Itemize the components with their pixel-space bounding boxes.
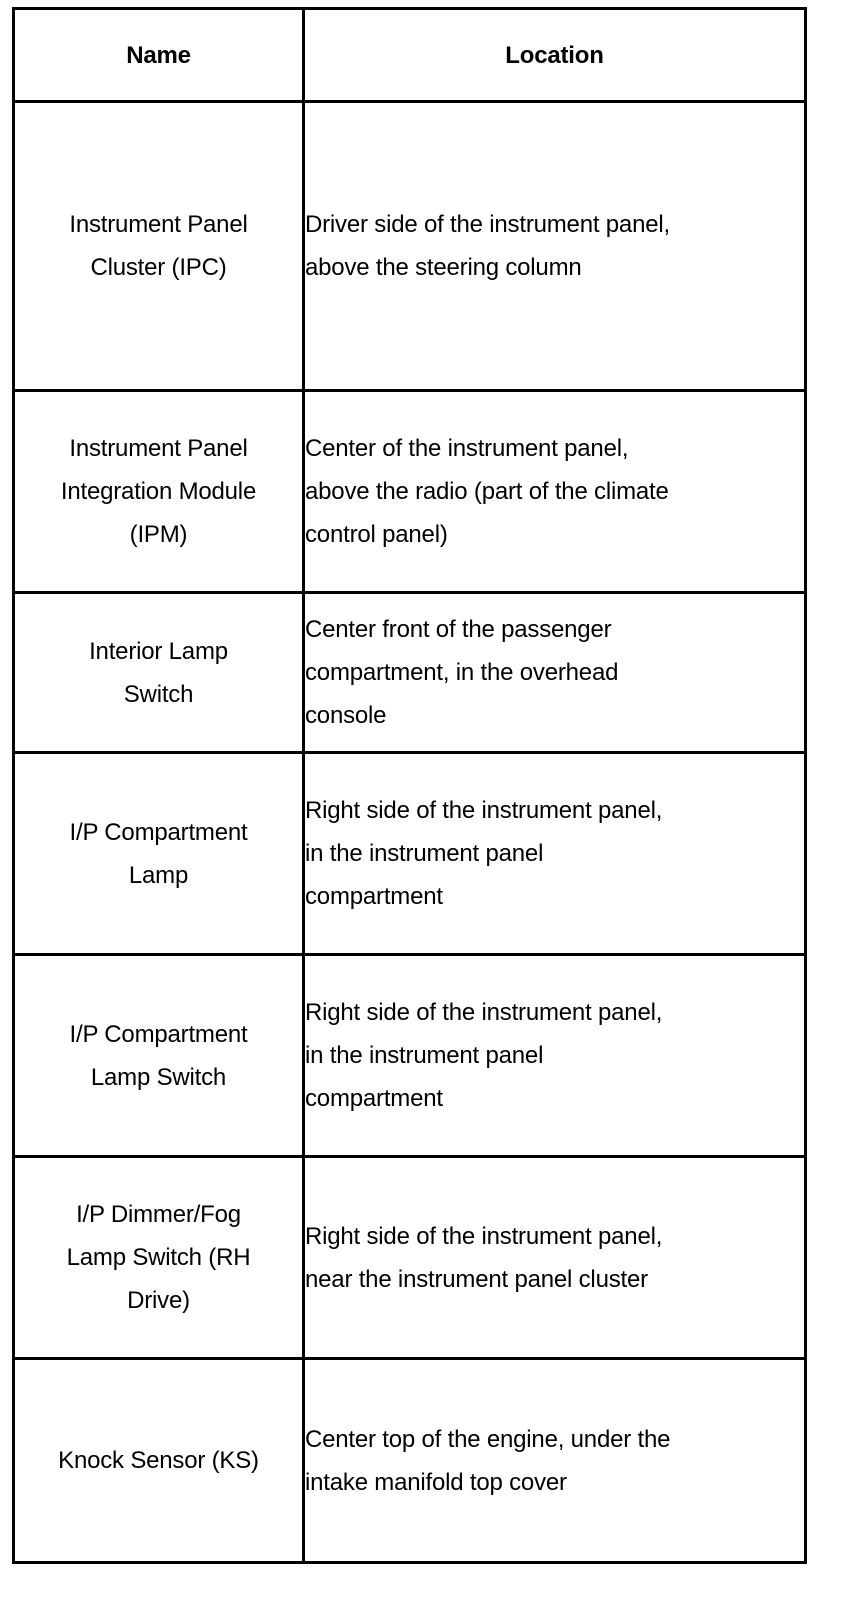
component-name: Knock Sensor (KS) <box>58 1447 259 1474</box>
component-name-cell <box>14 753 304 955</box>
component-name: Instrument Panel Cluster (IPC) <box>69 211 248 281</box>
component-name: I/P Dimmer/Fog Lamp Switch (RH Drive) <box>66 1201 251 1314</box>
component-location: Center top of the engine, under the intake manifold top cover <box>305 1425 671 1496</box>
component-location-cell <box>304 1359 806 1563</box>
component-location: Driver side of the instrument panel, above the steering column <box>305 211 670 281</box>
table-header-row <box>14 9 806 102</box>
component-name-cell <box>14 1157 304 1359</box>
component-name-cell <box>14 593 304 753</box>
table-row <box>14 593 806 753</box>
component-location: Right side of the instrument panel, near the instrument panel cluster <box>305 1222 663 1293</box>
component-location: Right side of the instrument panel, in the instrument panel compartment <box>305 797 663 910</box>
component-location-table <box>12 7 807 1564</box>
component-name: I/P Compartment Lamp Switch <box>69 1020 248 1091</box>
table-row <box>14 1359 806 1563</box>
table-row <box>14 1157 806 1359</box>
table-row <box>14 753 806 955</box>
component-location-cell <box>304 102 806 391</box>
column-header-location: Location <box>304 9 806 102</box>
component-location-cell <box>304 593 806 753</box>
component-name-cell <box>14 391 304 593</box>
table-row <box>14 391 806 593</box>
component-location: Right side of the instrument panel, in the instrument panel compartment <box>305 999 663 1112</box>
component-name: I/P Compartment Lamp <box>69 818 248 889</box>
component-location-cell <box>304 391 806 593</box>
component-name-cell <box>14 102 304 391</box>
component-name-cell <box>14 955 304 1157</box>
table-row <box>14 955 806 1157</box>
component-name: Instrument Panel Integration Module (IPM) <box>60 435 257 548</box>
column-header-name: Name <box>14 9 304 102</box>
component-location-cell <box>304 753 806 955</box>
component-name: Interior Lamp Switch <box>89 637 228 708</box>
table-row <box>14 102 806 391</box>
component-location: Center front of the passenger compartment, in the overhead console <box>305 616 619 729</box>
component-name-cell <box>14 1359 304 1563</box>
component-location-cell <box>304 1157 806 1359</box>
component-location: Center of the instrument panel, above the radio (part of the climate control panel) <box>305 435 669 548</box>
component-location-cell <box>304 955 806 1157</box>
